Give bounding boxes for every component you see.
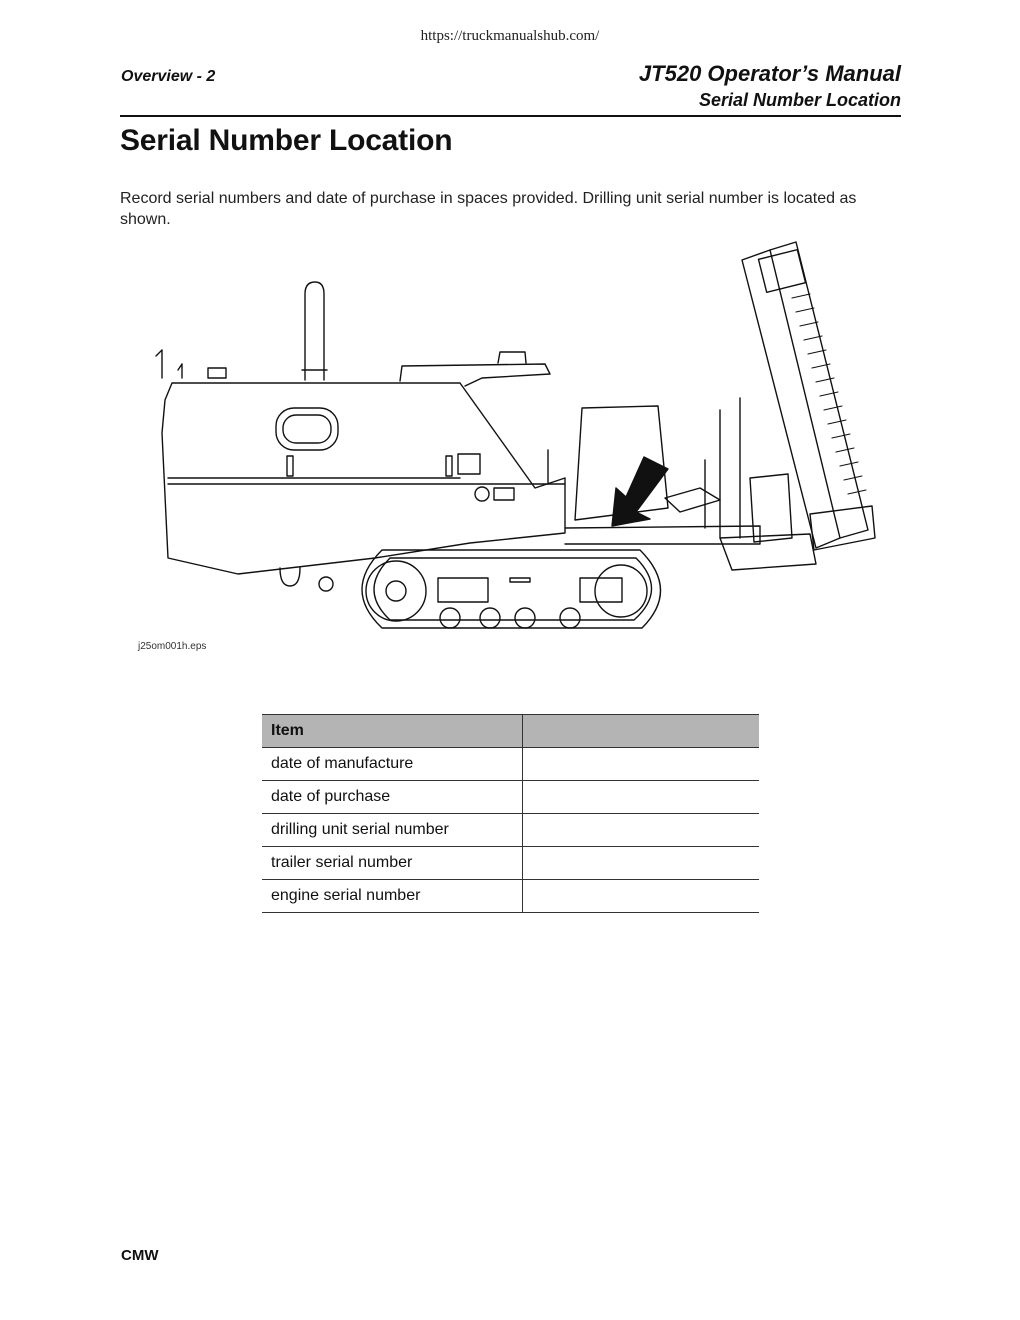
drilling-unit-illustration (120, 238, 900, 648)
table-header-row (262, 715, 759, 748)
table-row (262, 814, 759, 847)
header-right (639, 60, 901, 112)
item-cell: engine serial number (262, 880, 523, 913)
header-section: Overview - 2 (121, 68, 216, 85)
value-cell (523, 814, 760, 847)
manual-title: JT520 Operator’s Manual (638, 61, 901, 86)
page-title: Serial Number Location (120, 124, 453, 157)
table-row (262, 847, 759, 880)
value-cell (523, 847, 760, 880)
value-cell (523, 880, 760, 913)
drive-sprocket (366, 561, 426, 621)
drill-mast (742, 250, 840, 548)
serial-record-table (262, 714, 759, 913)
column-header: Item (262, 715, 523, 748)
value-cell (523, 781, 760, 814)
column-header (523, 715, 760, 748)
table-row (262, 781, 759, 814)
item-cell: date of purchase (262, 781, 523, 814)
item-cell: date of manufacture (262, 748, 523, 781)
header-rule (120, 115, 901, 117)
figure-caption: j25om001h.eps (138, 641, 207, 652)
source-url: https://truckmanualshub.com/ (420, 28, 600, 44)
exhaust-stack (305, 282, 324, 380)
intro-paragraph: Record serial numbers and date of purchase in spaces provided. Drilling unit serial number is located as shown. (120, 190, 857, 228)
item-cell: drilling unit serial number (262, 814, 523, 847)
serial-location-arrow (612, 457, 668, 526)
idler-wheel (595, 565, 647, 617)
table-row (262, 748, 759, 781)
value-cell (523, 748, 760, 781)
item-cell: trailer serial number (262, 847, 523, 880)
footer-mark: CMW (121, 1247, 159, 1264)
page-topic: Serial Number Location (698, 90, 901, 110)
table-row (262, 880, 759, 913)
